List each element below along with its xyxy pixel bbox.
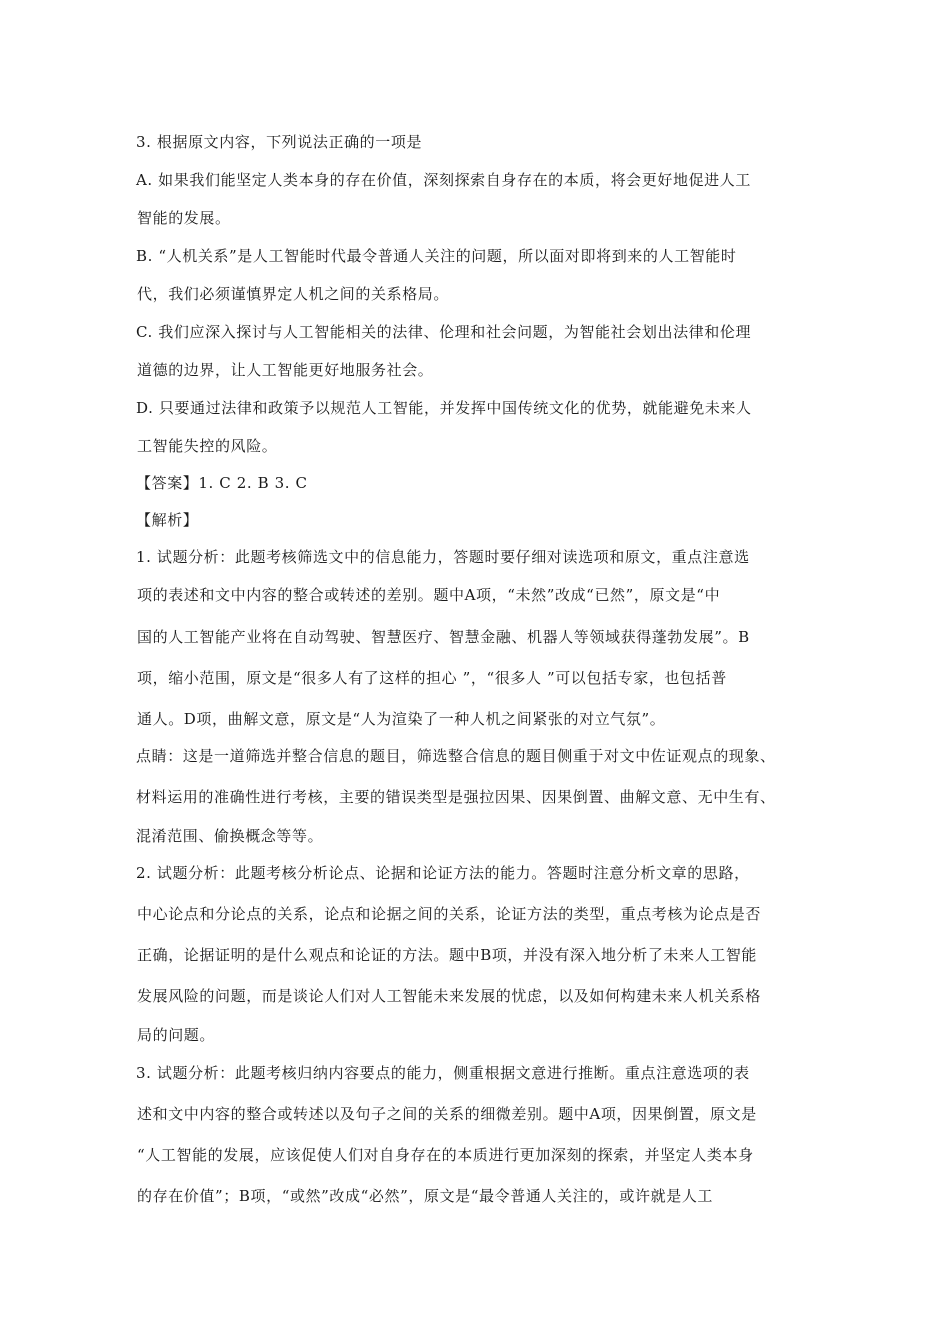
option-a-line-1: A. 如果我们能坚定人类本身的存在价值，深刻探索自身存在的本质，将会更好地促进人工 bbox=[136, 171, 751, 189]
analysis-1-line-3: 国的人工智能产业将在自动驾驶、智慧医疗、智慧金融、机器人等领域获得蓬勃发展”。B bbox=[137, 628, 750, 646]
analysis-1-line-5: 通人。D项，曲解文意，原文是“人为渲染了一种人机之间紧张的对立气氛”。 bbox=[137, 710, 666, 728]
analysis-2-line-5: 局的问题。 bbox=[137, 1026, 216, 1044]
answer-line: 【答案】1. C 2. B 3. C bbox=[136, 474, 308, 492]
analysis-3-line-4: 的存在价值”；B项，“或然”改成“必然”，原文是“最令普通人关注的，或许就是人工 bbox=[137, 1187, 714, 1205]
question-3-stem: 3. 根据原文内容，下列说法正确的一项是 bbox=[136, 133, 423, 151]
tip-line-3: 混淆范围、偷换概念等等。 bbox=[136, 827, 324, 845]
analysis-3-line-1: 3. 试题分析：此题考核归纳内容要点的能力，侧重根据文意进行推断。重点注意选项的表 bbox=[136, 1064, 750, 1082]
option-d-line-1: D. 只要通过法律和政策予以规范人工智能，并发挥中国传统文化的优势，就能避免未来人 bbox=[136, 399, 752, 417]
analysis-1-line-4: 项，缩小范围，原文是“很多人有了这样的担心 ”，“很多人 ”可以包括专家，也包括普 bbox=[137, 669, 727, 687]
analysis-2-line-4: 发展风险的问题，而是谈论人们对人工智能未来发展的忧虑，以及如何构建未来人机关系格 bbox=[137, 987, 762, 1005]
option-b-line-2: 代，我们必须谨慎界定人机之间的关系格局。 bbox=[137, 285, 450, 303]
tip-line-2: 材料运用的准确性进行考核，主要的错误类型是强拉因果、因果倒置、曲解文意、无中生有、 bbox=[136, 788, 776, 806]
option-d-line-2: 工智能失控的风险。 bbox=[137, 437, 278, 455]
analysis-3-line-3: “人工智能的发展，应该促使人们对自身存在的本质进行更加深刻的探索，并坚定人类本身 bbox=[137, 1146, 754, 1164]
analysis-heading: 【解析】 bbox=[136, 511, 199, 529]
option-a-line-2: 智能的发展。 bbox=[137, 209, 231, 227]
analysis-2-line-2: 中心论点和分论点的关系，论点和论据之间的关系，论证方法的类型，重点考核为论点是否 bbox=[137, 905, 762, 923]
option-c-line-2: 道德的边界，让人工智能更好地服务社会。 bbox=[137, 361, 434, 379]
analysis-2-line-3: 正确，论据证明的是什么观点和论证的方法。题中B项，并没有深入地分析了未来人工智能 bbox=[137, 946, 758, 964]
tip-line-1: 点睛：这是一道筛选并整合信息的题目，筛选整合信息的题目侧重于对文中佐证观点的现象、 bbox=[136, 747, 776, 765]
analysis-3-line-2: 述和文中内容的整合或转述以及句子之间的关系的细微差别。题中A项，因果倒置，原文是 bbox=[137, 1105, 757, 1123]
analysis-1-line-1: 1. 试题分析：此题考核筛选文中的信息能力，答题时要仔细对读选项和原文，重点注意选 bbox=[136, 548, 750, 566]
option-b-line-1: B. “人机关系”是人工智能时代最令普通人关注的问题，所以面对即将到来的人工智能时 bbox=[136, 247, 737, 265]
analysis-2-line-1: 2. 试题分析：此题考核分析论点、论据和论证方法的能力。答题时注意分析文章的思路， bbox=[136, 864, 750, 882]
option-c-line-1: C. 我们应深入探讨与人工智能相关的法律、伦理和社会问题，为智能社会划出法律和伦理 bbox=[136, 323, 752, 341]
analysis-1-line-2: 项的表述和文中内容的整合或转述的差别。题中A项，“未然”改成“已然”，原文是“中 bbox=[137, 586, 721, 604]
